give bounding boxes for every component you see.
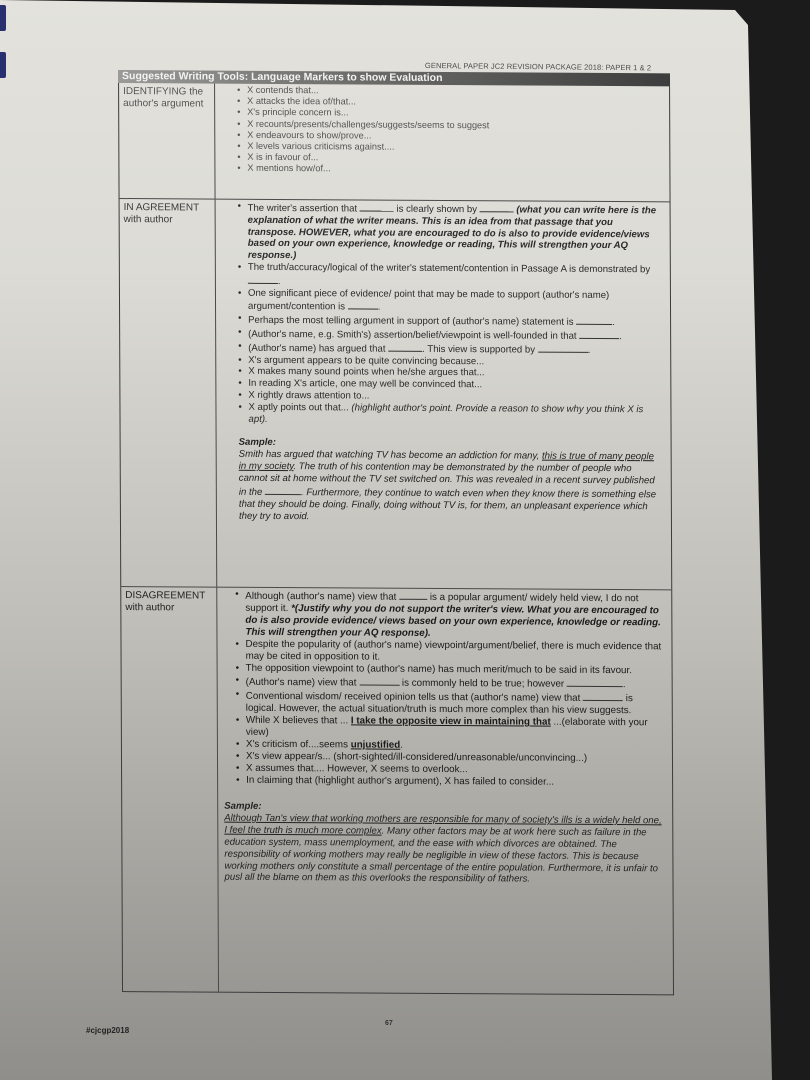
binder-tab-mark	[0, 5, 6, 31]
table-title: Suggested Writing Tools: Language Markers to show Evaluation	[118, 70, 670, 86]
list-item: • In claiming that (highlight author's argument), X has failed to consider...	[236, 775, 666, 790]
list-item: • The opposition viewpoint to (author's name) has much merit/much to be said in its favour.	[236, 663, 666, 678]
sample-paragraph: Sample: Although Tan's view that working mothers are responsible for many of society's ills is a widely held one, I feel the truth is much more complex. Many other factors may be at work here such as failure in the education system, mass unemployment, and the ease with which divorces are obtained. The responsibility of working mothers may really be negligible in view of these factors. This is because working mothers only constitute a small percentage of the entire population. Furthermore, it is unfair to pusl all the blame on them as this overlooks the responsibility of fathers.	[224, 801, 666, 887]
list-item: • Although (author's name) view that is a popular argument/ widely held view, I do not support it. *(Justify why you do not support the writer's view. What you are encouraged to do is also provide evidence/ views based on your own experience, knowledge or reading. This will strengthen your AQ response).	[235, 589, 665, 642]
sample-label: Sample:	[224, 800, 262, 812]
list-item: • While X believes that ... I take the opposite view in maintaining that ...(elaborate with your view)	[236, 715, 666, 742]
list-item: • X endeavours to show/prove...	[237, 130, 663, 144]
list-item: • X makes many sound points when he/she argues that...	[238, 366, 664, 380]
row-label-line: DISAGREEMENT	[125, 590, 206, 602]
list-item: • X's view appear/s... (short-sighted/ill-considered/unreasonable/unconvincing...)	[236, 751, 666, 766]
binder-tab-mark	[0, 52, 6, 78]
row-label	[120, 199, 218, 588]
list-item: • X attacks the idea of/that...	[237, 96, 663, 110]
list-item: • Despite the popularity of (author's name) viewpoint/argument/belief, there is much evidence that may be cited in opposition to it.	[235, 639, 665, 666]
list-item: • X's criticism of....seems unjustified.	[236, 739, 666, 754]
marker-list	[238, 201, 665, 428]
list-item: • X aptly points out that... (highlight author's point. Provide a reason to show why you think X is apt).	[238, 401, 664, 427]
row-content	[215, 84, 669, 202]
list-item: • One significant piece of evidence/ point that may be made to support (author's name) argument/contention is .	[238, 287, 664, 315]
row-label-line: with author	[123, 214, 173, 226]
list-item: • (Author's name) view that is commonly held to be true; however .	[236, 675, 666, 692]
row-label-line: author's argument	[123, 98, 204, 110]
row-label-line: IDENTIFYING the	[123, 86, 204, 98]
list-item: • X levels various criticisms against....	[237, 141, 663, 155]
list-item: • X's argument appears to be quite convincing because...	[238, 354, 664, 368]
list-item: • (Author's name, e.g. Smith's) assertion/belief/viewpoint is well-founded in that .	[238, 327, 664, 343]
list-item: • The writer's assertion that is clearly shown by (what you can write here is the explanation of what the writer means. This is an idea from that passage that you transpose. HOWEVER, what you are encouraged to do is also to provide evidence/views based on your own experience, knowledge or reading, This will strengthen your AQ response.)	[238, 201, 664, 265]
row-in-agreement	[120, 198, 672, 590]
row-identifying	[119, 83, 669, 201]
list-item: • (Author's name) has argued that . This view is supported by .	[238, 341, 664, 357]
row-label	[121, 587, 219, 992]
list-item: • X contends that...	[237, 85, 663, 99]
table-grid	[118, 83, 674, 995]
list-item: • X rightly draws attention to...	[238, 390, 664, 404]
list-item: • X assumes that.... However, X seems to overlook...	[236, 763, 666, 778]
row-label	[119, 83, 216, 199]
list-item: • Conventional wisdom/ received opinion tells us that (author's name) view that is logical. However, the actual situation/truth is much more complex than his view suggests.	[236, 689, 666, 718]
list-item: • Perhaps the most telling argument in support of (author's name) statement is .	[238, 313, 664, 329]
row-label-line: with author	[125, 602, 175, 614]
footer-hashtag: #cjcgp2018	[86, 1026, 130, 1035]
row-disagreement	[121, 586, 673, 994]
sample-paragraph: Sample: Smith has argued that watching TV has become an addiction for many, this is true of many people in my society. The truth of his contention may be demonstrated by the number of people who cannot sit at home without the TV set switched on. This was revealed in a recent survey published in the . Furthermore, they continue to watch even when they know there is something else that they should be doing. Finally, doing without TV is, for them, an unpleasant experience which they try to avoid.	[239, 437, 665, 525]
list-item: • The truth/accuracy/logical of the writer's statement/contention in Passage A is demonstrated by .	[238, 262, 664, 290]
list-item: • X is in favour of...	[237, 152, 663, 166]
row-content	[217, 588, 673, 995]
marker-list	[235, 589, 666, 790]
list-item: • X recounts/presents/challenges/suggests/seems to suggest	[237, 118, 663, 132]
running-head: GENERAL PAPER JC2 REVISION PACKAGE 2018: PAPER 1 & 2	[424, 61, 652, 73]
list-item: • X's principle concern is...	[237, 107, 663, 121]
page-number: 67	[385, 1020, 393, 1027]
list-item: • X mentions how/of...	[237, 163, 663, 177]
row-label-line: IN AGREEMENT	[123, 202, 200, 214]
row-content	[216, 200, 672, 591]
list-item: • In reading X's article, one may well be convinced that...	[238, 378, 664, 392]
sample-label: Sample:	[238, 437, 276, 449]
language-markers-table	[118, 70, 674, 995]
marker-list	[237, 85, 663, 177]
